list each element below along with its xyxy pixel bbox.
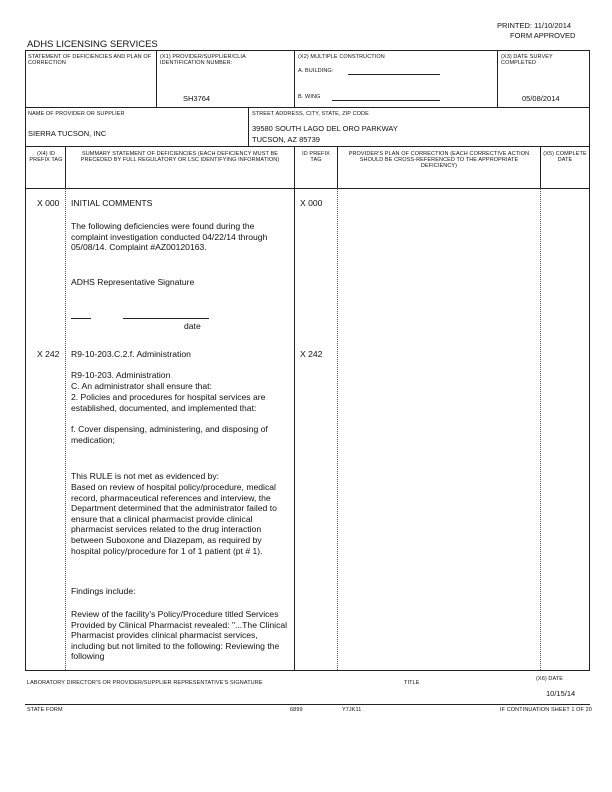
findings-heading: Findings include: bbox=[71, 586, 136, 596]
form-code: 6899 bbox=[290, 707, 303, 713]
title-label: TITLE bbox=[404, 680, 420, 686]
continuation-sheet: IF CONTINUATION SHEET 1 OF 20 bbox=[500, 707, 592, 713]
date-word: date bbox=[184, 321, 201, 331]
not-met-statement: This RULE is not met as evidenced by: bbox=[71, 471, 220, 481]
city-state-zip: TUCSON, AZ 85739 bbox=[252, 135, 320, 144]
date-completed: 05/08/2014 bbox=[522, 94, 560, 103]
lab-signature-label: LABORATORY DIRECTOR'S OR PROVIDER/SUPPLIER REPRESENTATIVE'S SIGNATURE bbox=[27, 680, 263, 686]
date-survey-label: (X3) DATE SURVEY COMPLETED bbox=[501, 54, 553, 66]
review-paragraph: Review of the facility's Policy/Procedure titled Services Provided by Clinical Pharmacist revealed: "...The Clinical Pharmacist provides clinical pharmacist services, including but not limited to the following: Reviewing the following bbox=[71, 609, 288, 662]
signature-date: 10/15/14 bbox=[546, 689, 576, 698]
street-address: 39580 SOUTH LAGO DEL ORO PARKWAY bbox=[252, 124, 398, 133]
agency-title: ADHS LICENSING SERVICES bbox=[27, 39, 158, 50]
col-plan: PROVIDER'S PLAN OF CORRECTION (EACH CORRECTIVE ACTION SHOULD BE CROSS-REFERENCED TO THE APPROPRIATE DEFICIENCY) bbox=[348, 151, 530, 169]
tag-x000-left: X 000 bbox=[37, 198, 60, 208]
col-prefix-tag-2: ID PREFIX TAG bbox=[302, 151, 330, 163]
building-label: A. BUILDING: bbox=[298, 68, 334, 74]
intro-paragraph: The following deficiencies were found during the complaint investigation conducted 04/22/14 through 05/08/14. Complaint #AZ00120163. bbox=[71, 221, 268, 253]
tag-x242-right: X 242 bbox=[300, 349, 323, 359]
col-completion: (X5) COMPLETE DATE bbox=[543, 151, 587, 163]
multiple-construction-label: (X2) MULTIPLE CONSTRUCTION bbox=[298, 54, 385, 60]
evidence-paragraph: Based on review of hospital policy/procedure, medical record, pharmaceutical references and interview, the Department determined that the administrator failed to ensure that a clinical pharmacist provide clinical pharmacist services related to the drug interaction between Suboxone and Diazepam, as required by hospital policy/procedure for 1 of 1 patient (pt # 1). bbox=[71, 482, 277, 556]
provider-name: SIERRA TUCSON, INC bbox=[28, 129, 107, 138]
x6-date-label: (X6) DATE bbox=[536, 676, 564, 682]
statement-label: STATEMENT OF DEFICIENCIES AND PLAN OF CORRECTION bbox=[28, 54, 152, 66]
col-summary: SUMMARY STATEMENT OF DEFICIENCIES (EACH DEFICIENCY MUST BE PRECEDED BY FULL REGULATORY OR LSC IDENTIFYING INFORMATION) bbox=[80, 151, 280, 163]
rule-c: C. An administrator shall ensure that: bbox=[71, 381, 212, 391]
signature-label: ADHS Representative Signature bbox=[71, 277, 195, 287]
tag-x242-left: X 242 bbox=[37, 349, 60, 359]
ref-code: Y7JK11 bbox=[342, 707, 362, 713]
wing-label: B. WING bbox=[298, 94, 321, 100]
tag-x000-right: X 000 bbox=[300, 198, 323, 208]
x242-title: R9-10-203.C.2.f. Administration bbox=[71, 349, 191, 359]
rule-2: 2. Policies and procedures for hospital services are established, documented, and implemented that: bbox=[71, 392, 266, 413]
rule-f: f. Cover dispensing, administering, and disposing of medication; bbox=[71, 424, 268, 445]
printed-date: PRINTED: 11/10/2014 bbox=[497, 21, 572, 30]
state-form-label: STATE FORM bbox=[27, 707, 63, 713]
rule-heading: R9-10-203. Administration bbox=[71, 370, 171, 380]
provider-id: SH3764 bbox=[183, 94, 211, 103]
address-label: STREET ADDRESS, CITY, STATE, ZIP CODE bbox=[252, 111, 369, 117]
initial-comments-title: INITIAL COMMENTS bbox=[71, 198, 153, 208]
provider-id-label: (X1) PROVIDER/SUPPLIER/CLIA IDENTIFICATION NUMBER: bbox=[160, 54, 246, 66]
form-approved: FORM APPROVED bbox=[510, 31, 576, 40]
col-prefix-tag-1: (X4) ID PREFIX TAG bbox=[29, 151, 63, 163]
provider-name-label: NAME OF PROVIDER OR SUPPLIER bbox=[28, 111, 125, 117]
